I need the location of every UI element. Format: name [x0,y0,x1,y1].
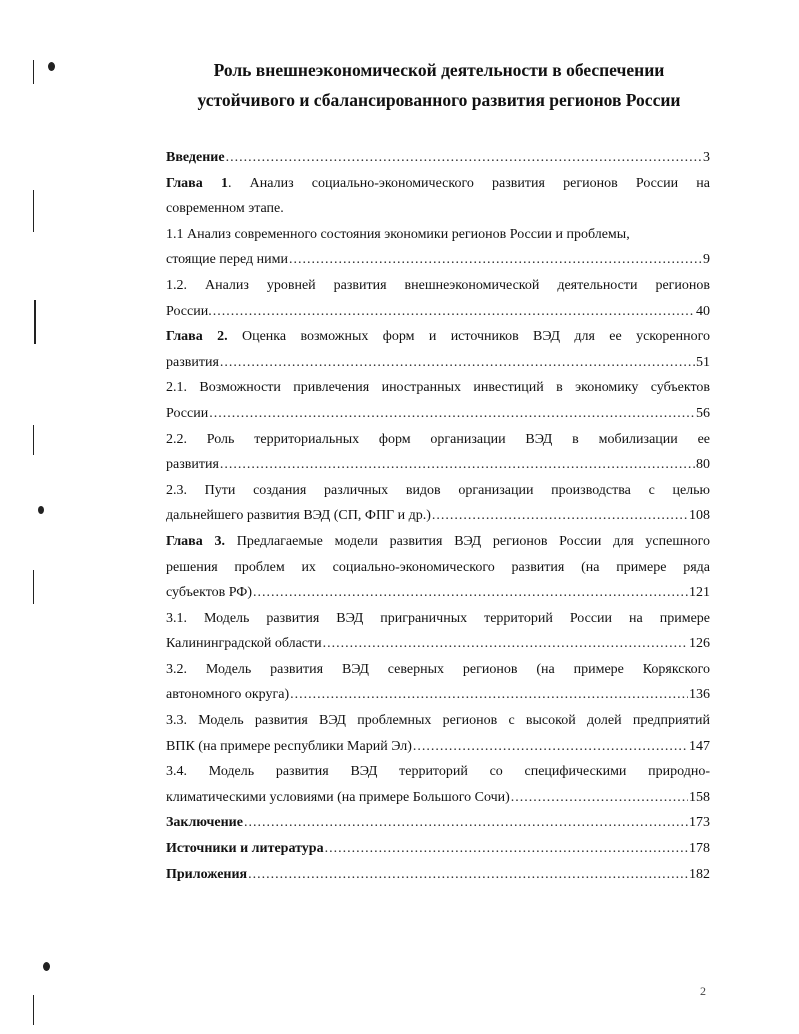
toc-ch2-label: Глава 2. [166,329,228,345]
leader-dots [248,862,688,888]
leader-dots [220,452,695,478]
toc-conclusion-page: 173 [689,815,710,831]
toc-s32-line-1[interactable] [166,657,710,683]
toc-intro-page: 3 [703,150,710,165]
toc-ch3-text-a: Предлагаемые модели развития ВЭД регионов России для успешного [224,533,710,549]
scan-mark-left-2 [33,190,34,232]
toc-sources-page: 178 [689,841,710,857]
toc-ch2-text-a: Оценка возможных форм и источников ВЭД для ее ускоренного [227,329,710,345]
toc-s22-line-2[interactable] [166,452,710,478]
toc-s23-page: 108 [689,508,710,524]
toc-conclusion[interactable] [166,810,710,836]
toc-s22-text-a: 2.2. Роль территориальных форм организации ВЭД в мобилизации ее [166,431,710,447]
toc-s11-text-a: 1.1 Анализ современного состояния экономики регионов России и проблемы, [166,226,630,242]
scan-dot-bottom [43,962,50,971]
toc-s21-line-1[interactable] [166,375,710,401]
toc-ch1-line-1[interactable] [166,171,710,197]
toc-s11-page: 9 [703,252,710,268]
leader-dots [323,631,688,657]
scan-mark-left-6 [33,995,34,1025]
toc-s21-page: 56 [696,405,710,421]
toc-s21-text-b: России [166,405,209,421]
toc-intro[interactable] [166,145,710,171]
scan-mark-left-1 [33,60,34,84]
toc-s22-line-1[interactable] [166,427,710,453]
toc-s32-page: 136 [689,687,710,703]
scan-mark-left-3 [34,300,36,344]
toc-s33-text-b: ВПК (на примере республики Марий Эл) [166,738,412,754]
toc-s21-text-a: 2.1. Возможности привлечения иностранных инвестиций в экономику субъектов [166,380,710,396]
leader-dots [325,836,688,862]
toc-s22-text-b: развития [166,457,219,473]
toc-s33-text-a: 3.3. Модель развития ВЭД проблемных регионов с высокой долей предприятий [166,713,710,729]
toc-s12-text-b: России. [166,303,212,319]
title-line-1: Роль внешнеэкономической деятельности в обеспечении [213,60,665,80]
toc-appendix[interactable] [166,862,710,888]
scan-mark-left-5 [33,570,34,604]
toc-s33-page: 147 [689,738,710,754]
toc-s11-line-1[interactable] [166,222,710,248]
toc-s34-text-a: 3.4. Модель развития ВЭД территорий со специфическими природно- [166,764,710,780]
toc-s21-line-2[interactable] [166,401,710,427]
toc-s22-page: 80 [696,457,710,473]
toc-ch3-text-b: решения проблем их социально-экономического развития (на примере ряда [166,559,710,575]
leader-dots [289,247,702,273]
toc-ch3-text-c: субъектов РФ) [166,585,253,601]
toc-s31-line-2[interactable] [166,631,710,657]
leader-dots [244,810,688,836]
leader-dots [213,299,695,325]
table-of-contents [166,145,710,887]
toc-ch3-line-1[interactable] [166,529,710,555]
toc-ch2-page: 51 [696,354,710,370]
leader-dots [290,682,688,708]
toc-ch1-text-b: современном этапе. [166,201,284,217]
toc-s33-line-2[interactable] [166,734,710,760]
toc-intro-label: Введение [166,150,225,165]
toc-sources[interactable] [166,836,710,862]
toc-ch3-line-3[interactable] [166,580,710,606]
toc-s31-line-1[interactable] [166,606,710,632]
leader-dots [432,503,688,529]
toc-appendix-label: Приложения [166,866,248,882]
toc-ch1-line-2[interactable] [166,196,710,222]
toc-s11-line-2[interactable] [166,247,710,273]
scan-dot-mid [38,506,44,514]
leader-dots [226,145,702,171]
toc-ch2-line-2[interactable] [166,350,710,376]
toc-s23-line-1[interactable] [166,478,710,504]
leader-dots [209,401,695,427]
toc-s12-page: 40 [696,303,710,319]
toc-s34-text-b: климатическими условиями (на примере Большого Сочи) [166,789,510,805]
toc-ch1-text-a: . Анализ социально-экономического развития регионов России на [227,175,710,191]
leader-dots [253,580,688,606]
toc-s31-text-b: Калининградской области [166,636,322,652]
page-number: 2 [700,984,706,998]
toc-s34-line-2[interactable] [166,785,710,811]
toc-s12-text-a: 1.2. Анализ уровней развития внешнеэкономической деятельности регионов [166,277,710,293]
toc-s12-line-2[interactable] [166,299,710,325]
leader-dots [511,785,688,811]
toc-ch3-line-2[interactable] [166,555,710,581]
toc-s32-text-a: 3.2. Модель развития ВЭД северных регионов (на примере Корякского [166,661,710,677]
toc-sources-label: Источники и литература [166,841,324,857]
toc-ch3-page: 121 [689,585,710,601]
scan-dot-top [48,62,55,71]
toc-s32-text-b: автономного округа) [166,687,290,703]
toc-s23-text-a: 2.3. Пути создания различных видов организации производства с целью [166,482,710,498]
toc-s23-text-b: дальнейшего развития ВЭД (СП, ФПГ и др.) [166,508,431,524]
leader-dots [220,350,695,376]
toc-s34-line-1[interactable] [166,759,710,785]
toc-s31-text-a: 3.1. Модель развития ВЭД приграничных территорий России на примере [166,610,710,626]
toc-s32-line-2[interactable] [166,682,710,708]
toc-s11-text-b: стоящие перед ними [166,252,289,268]
toc-appendix-page: 182 [689,866,710,882]
toc-s23-line-2[interactable] [166,503,710,529]
toc-ch1-label: Глава 1 [166,175,228,191]
scan-mark-left-4 [33,425,34,455]
toc-ch2-line-1[interactable] [166,324,710,350]
title-line-2: устойчивого и сбалансированного развития регионов России [197,90,681,110]
toc-s12-line-1[interactable] [166,273,710,299]
toc-s33-line-1[interactable] [166,708,710,734]
toc-ch3-label: Глава 3. [166,533,225,549]
toc-s34-page: 158 [689,789,710,805]
leader-dots [413,734,688,760]
toc-s31-page: 126 [689,636,710,652]
toc-conclusion-label: Заключение [166,815,243,831]
document-title [150,55,728,115]
toc-ch2-text-b: развития [166,354,219,370]
